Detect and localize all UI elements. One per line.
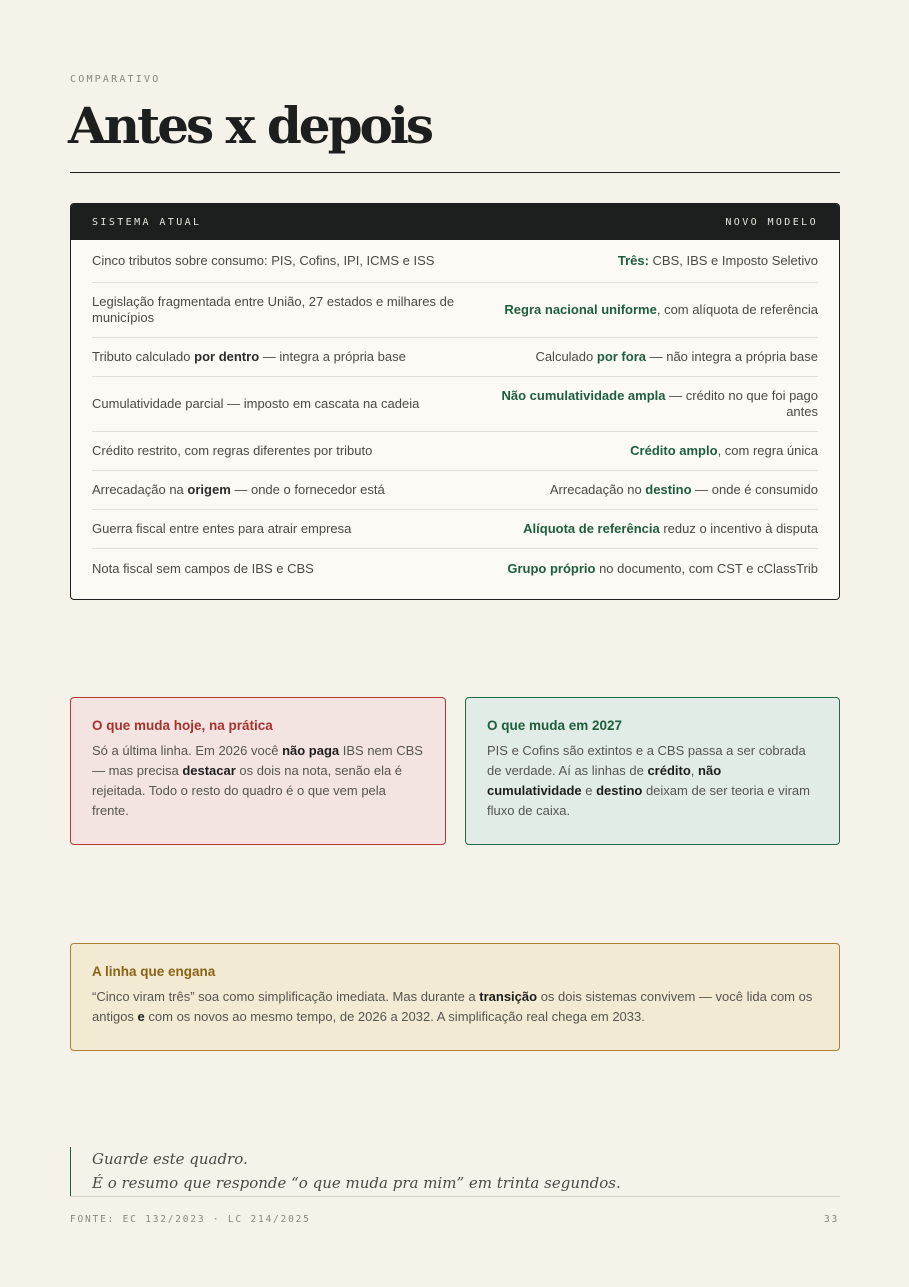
quote-line-2: É o resumo que responde “o que muda pra mim” em trinta segundos. xyxy=(92,1174,621,1192)
card-today xyxy=(70,697,446,845)
emphasis-text: transição xyxy=(479,989,538,1004)
text-run: “Cinco viram três” soa como simplificação imediata. Mas durante a xyxy=(92,989,480,1004)
text-run: Crédito restrito, com regras diferentes por tributo xyxy=(92,443,373,458)
comparison-row xyxy=(92,283,818,338)
new-model-cell xyxy=(504,302,818,318)
text-run: os dois na nota, senão ela é rejeitada. Todo o resto do quadro é o que vem pela frente. xyxy=(92,763,403,818)
text-run: CBS, IBS e Imposto Seletivo xyxy=(648,253,818,268)
new-model-cell xyxy=(478,388,818,420)
comparison-rows xyxy=(71,240,839,588)
emphasis-text: Regra nacional uniforme xyxy=(504,302,657,317)
card-2027-body xyxy=(487,741,818,821)
card-today-body xyxy=(92,741,424,821)
text-run: , com regra única xyxy=(717,443,818,458)
emphasis-text: Grupo próprio xyxy=(507,560,596,576)
emphasis-text: destino xyxy=(645,482,692,497)
comparison-row xyxy=(92,432,818,471)
current-system-cell xyxy=(92,561,314,577)
card-misleading-title: A linha que engana xyxy=(92,964,216,979)
text-run: Guerra fiscal entre entes para atrair empresa xyxy=(92,521,352,536)
emphasis-text: não paga xyxy=(282,743,340,758)
footer-source: FONTE: EC 132/2023 · LC 214/2025 xyxy=(70,1214,311,1225)
text-run: Nota fiscal sem campos de IBS e CBS xyxy=(92,560,314,576)
text-run: Cumulatividade parcial — imposto em cascata na cadeia xyxy=(92,396,420,411)
text-run: reduz o incentivo à disputa xyxy=(659,521,818,536)
text-run: Calculado xyxy=(535,349,597,364)
text-run: com os novos ao mesmo tempo, de 2026 a 2032. A simplificação real chega em 2033. xyxy=(144,1009,645,1024)
text-run: — onde é consumido xyxy=(691,482,818,497)
current-system-cell xyxy=(92,349,406,365)
quote-line-1: Guarde este quadro. xyxy=(92,1150,248,1168)
title-divider xyxy=(70,172,840,173)
emphasis-text: destacar xyxy=(182,763,236,778)
text-run: deixam de ser teoria e viram fluxo de caixa. xyxy=(487,783,810,818)
eyebrow-label: COMPARATIVO xyxy=(70,74,161,85)
footer-divider xyxy=(70,1196,840,1197)
text-run: — integra a própria base xyxy=(259,349,406,364)
emphasis-text: e xyxy=(137,1009,145,1024)
emphasis-text: Três: xyxy=(617,253,649,268)
comparison-row xyxy=(92,549,818,588)
emphasis-text: Crédito amplo xyxy=(630,443,718,458)
emphasis-text: origem xyxy=(187,482,231,497)
current-system-cell xyxy=(92,443,372,459)
emphasis-text: destino xyxy=(596,783,643,798)
comparison-row xyxy=(92,338,818,377)
text-run: Arrecadação no xyxy=(549,482,646,497)
current-system-cell xyxy=(92,396,419,412)
new-model-cell xyxy=(507,561,818,577)
card-today-title: O que muda hoje, na prática xyxy=(92,718,273,733)
text-run: os dois sistemas convivem — você lida com os antigos xyxy=(92,989,813,1024)
text-run: Só a última linha. Em 2026 você xyxy=(92,743,283,758)
page-number: 33 xyxy=(823,1214,839,1225)
text-run: e xyxy=(581,783,597,798)
emphasis-text: por dentro xyxy=(194,349,260,364)
comparison-row xyxy=(92,510,818,549)
emphasis-text: por fora xyxy=(596,349,646,364)
comparison-row xyxy=(92,471,818,510)
new-model-cell xyxy=(535,349,818,365)
text-run: , com alíquota de referência xyxy=(656,302,818,317)
comparison-table-header xyxy=(71,204,839,240)
comparison-table xyxy=(70,203,840,600)
emphasis-text: não cumulatividade xyxy=(487,763,722,798)
emphasis-text: crédito xyxy=(647,763,691,778)
text-run: , xyxy=(690,763,699,778)
text-run: IBS nem CBS — mas precisa xyxy=(92,743,423,778)
text-run: Legislação fragmentada entre União, 27 estados e milhares de municípios xyxy=(92,294,455,325)
new-model-cell xyxy=(550,482,818,498)
emphasis-text: Alíquota de referência xyxy=(523,521,660,536)
emphasis-text: Não cumulatividade ampla xyxy=(501,388,666,403)
card-2027 xyxy=(465,697,840,845)
text-run: — crédito no que foi pago antes xyxy=(665,388,818,419)
text-run: Tributo calculado xyxy=(92,349,195,364)
current-system-cell xyxy=(92,294,472,326)
text-run: — não integra a própria base xyxy=(646,349,818,364)
current-system-cell xyxy=(92,253,434,269)
new-model-cell xyxy=(630,443,818,459)
card-misleading-line xyxy=(70,943,840,1051)
header-new-model: NOVO MODELO xyxy=(725,216,818,228)
header-current-system: SISTEMA ATUAL xyxy=(92,216,202,228)
text-run: Cinco tributos sobre consumo: PIS, Cofins, IPI, ICMS e ISS xyxy=(92,253,435,268)
current-system-cell xyxy=(92,482,385,498)
card-2027-title: O que muda em 2027 xyxy=(487,718,623,733)
new-model-cell xyxy=(523,521,818,537)
closing-quote xyxy=(70,1147,840,1197)
text-run: — onde o fornecedor está xyxy=(230,482,385,497)
text-run: Arrecadação na xyxy=(92,482,188,497)
text-run: PIS e Cofins são extintos e a CBS passa a ser cobrada de verdade. Aí as linhas de xyxy=(487,743,806,778)
text-run: no documento, com CST e cClassTrib xyxy=(595,560,818,576)
comparison-row xyxy=(92,240,818,283)
comparison-row xyxy=(92,377,818,432)
current-system-cell xyxy=(92,521,351,537)
page-title: Antes x depois xyxy=(68,96,432,155)
new-model-cell xyxy=(618,253,818,269)
card-misleading-body xyxy=(92,987,818,1027)
